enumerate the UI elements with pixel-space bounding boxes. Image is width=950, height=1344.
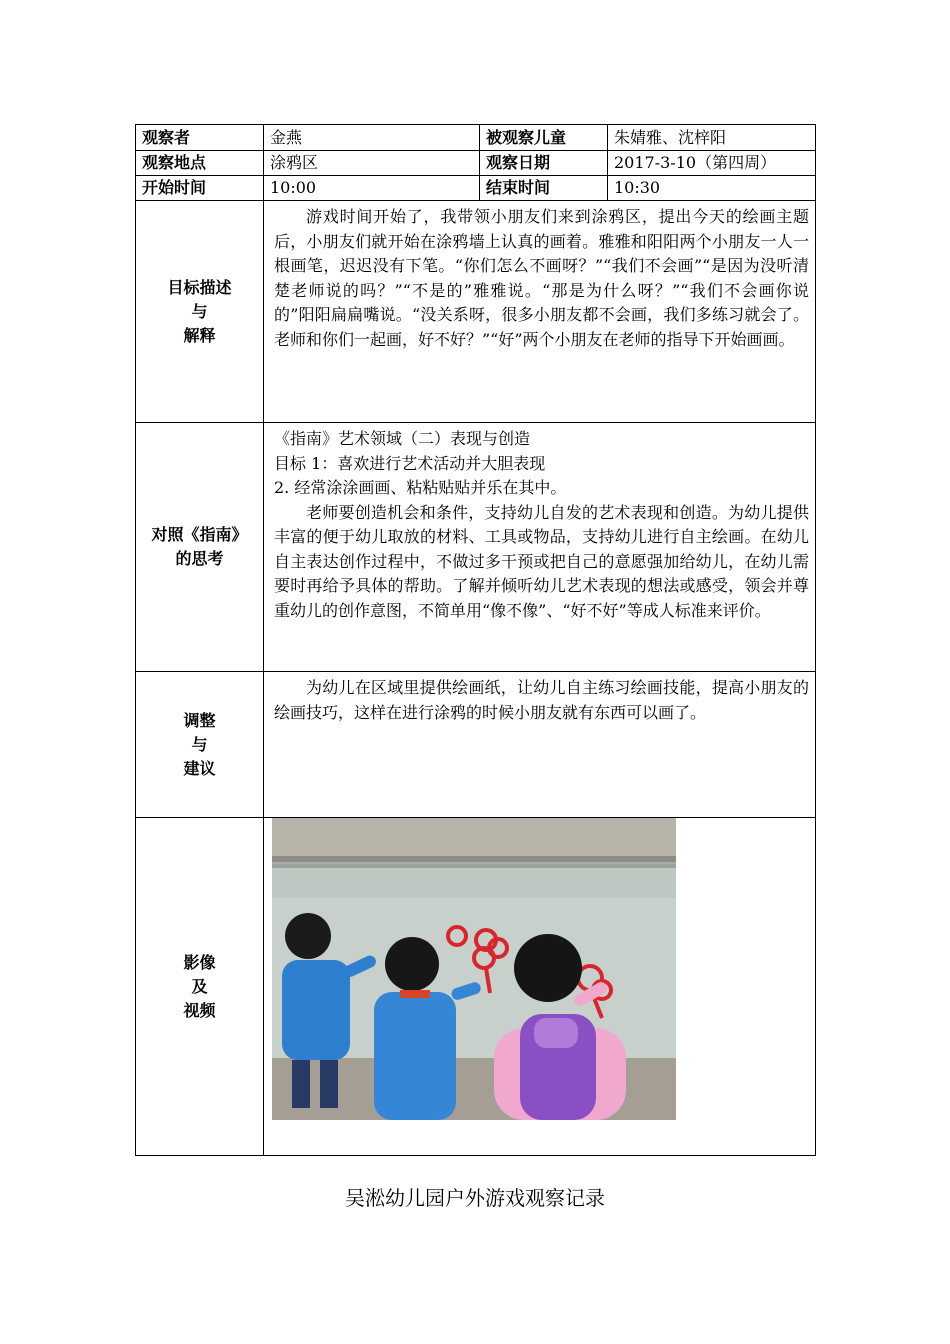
guide-label-line: 的思考 <box>175 549 224 568</box>
date-value: 2017-3-10（第四周） <box>608 151 816 176</box>
location-value: 涂鸦区 <box>264 151 480 176</box>
adjust-section-label <box>136 672 264 818</box>
goal-section-label <box>136 201 264 423</box>
goal-label-line: 与 <box>191 301 208 321</box>
guide-reflection-text: 老师要创造机会和条件，支持幼儿自发的艺术表现和创造。为幼儿提供丰富的便于幼儿取放的材料、工具或物品，支持幼儿进行自主绘画。在幼儿自主表达创作过程中，不做过多干预或把自己的意愿强加给幼儿，在幼儿需要时再给予具体的帮助。了解并倾听幼儿艺术表现的想法或感受，领会并尊重幼儿的创作意图，不简单用“像不像”、“好不好”等成人标准来评价。 <box>274 502 809 620</box>
observer-label: 观察者 <box>136 125 264 151</box>
observer-value: 金燕 <box>264 125 480 151</box>
goal-description-text: 游戏时间开始了，我带领小朋友们来到涂鸦区，提出今天的绘画主题后，小朋友们就开始在涂鸦墙上认真的画着。雅雅和阳阳两个小朋友一人一根画笔，迟迟没有下笔。“你们怎么不画呀？”“我们不会画”“是因为没听清楚老师说的吗？”“不是的”雅雅说。“那是为什么呀？”“我们不会画你说的”阳阳扁扁嘴说。“没关系呀，很多小朋友都不会画，我们多练习就会了。老师和你们一起画，好不好？”“好”两个小朋友在老师的指导下开始画画。 <box>274 207 809 349</box>
document-title: 吴淞幼儿园户外游戏观察记录 <box>345 1186 605 1210</box>
adjust-label-line: 建议 <box>183 758 216 778</box>
adjust-label-line: 调整 <box>183 710 216 730</box>
children-graffiti-photo <box>272 818 676 1120</box>
adjust-section-content <box>264 672 816 818</box>
media-label-line: 视频 <box>183 1000 216 1020</box>
media-section-content <box>264 818 816 1156</box>
media-section-label <box>136 818 264 1156</box>
photo-illustration <box>272 818 676 1120</box>
location-label: 观察地点 <box>136 151 264 176</box>
start-time-value: 10:00 <box>264 176 480 201</box>
guide-heading-line: 《指南》艺术领域（二）表现与创造 <box>274 429 531 448</box>
adjust-suggestion-text: 为幼儿在区域里提供绘画纸，让幼儿自主练习绘画技能，提高小朋友的绘画技巧，这样在进行涂鸦的时候小朋友就有东西可以画了。 <box>274 678 809 722</box>
media-label-line: 及 <box>191 976 208 996</box>
adjust-label-line: 与 <box>191 734 208 754</box>
guide-item-line: 2. 经常涂涂画画、粘粘贴贴并乐在其中。 <box>274 478 567 497</box>
date-label: 观察日期 <box>480 151 608 176</box>
goal-section-content <box>264 201 816 423</box>
goal-label-line: 解释 <box>183 325 216 345</box>
observed-child-label: 被观察儿童 <box>480 125 608 151</box>
media-label-line: 影像 <box>183 952 216 972</box>
end-time-value: 10:30 <box>608 176 816 201</box>
guide-goal-line: 目标 1：喜欢进行艺术活动并大胆表现 <box>274 453 546 473</box>
goal-label-line: 目标描述 <box>167 277 232 297</box>
start-time-label: 开始时间 <box>136 176 264 201</box>
observed-child-value: 朱婧雅、沈梓阳 <box>608 125 816 151</box>
guide-section-content <box>264 423 816 672</box>
end-time-label: 结束时间 <box>480 176 608 201</box>
guide-section-label <box>136 423 264 672</box>
guide-label-line: 对照《指南》 <box>151 525 248 544</box>
observation-record-table <box>135 124 816 1156</box>
